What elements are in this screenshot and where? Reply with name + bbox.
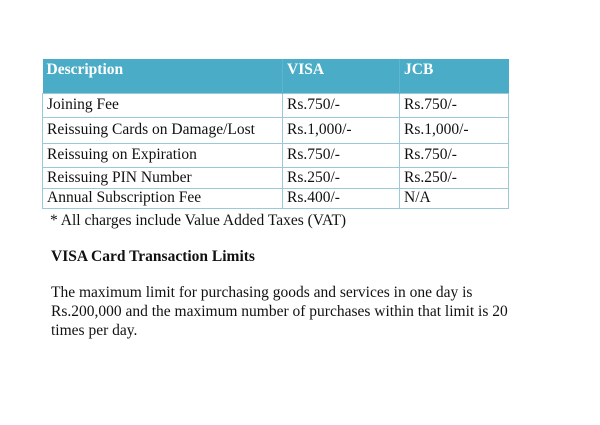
table-row [43, 93, 509, 117]
cell-description: Annual Subscription Fee [43, 188, 283, 208]
transaction-limits-paragraph: The maximum limit for purchasing goods and services in one day is Rs.200,000 and the maximum number of purchases within that limit is 20 times per day. [51, 284, 508, 339]
vat-note: * All charges include Value Added Taxes (VAT) [50, 212, 347, 229]
cell-visa: Rs.250/- [283, 167, 400, 188]
cell-jcb: Rs.750/- [400, 93, 509, 117]
section-title: VISA Card Transaction Limits [51, 248, 255, 265]
header-visa: VISA [283, 59, 400, 93]
header-jcb: JCB [400, 59, 509, 93]
cell-jcb: Rs.1,000/- [400, 117, 509, 143]
cell-description: Reissuing PIN Number [43, 167, 283, 188]
cell-jcb: Rs.750/- [400, 143, 509, 167]
table-row [43, 117, 509, 143]
cell-description: Joining Fee [43, 93, 283, 117]
cell-jcb: Rs.250/- [400, 167, 509, 188]
table-row [43, 143, 509, 167]
cell-description: Reissuing Cards on Damage/Lost [43, 117, 283, 143]
header-description: Description [43, 59, 283, 93]
table-header-row [43, 59, 509, 93]
card-fees-table [42, 59, 509, 209]
cell-visa: Rs.750/- [283, 93, 400, 117]
cell-visa: Rs.400/- [283, 188, 400, 208]
table-row [43, 167, 509, 188]
table-row [43, 188, 509, 208]
cell-visa: Rs.750/- [283, 143, 400, 167]
cell-jcb: N/A [400, 188, 509, 208]
cell-description: Reissuing on Expiration [43, 143, 283, 167]
cell-visa: Rs.1,000/- [283, 117, 400, 143]
